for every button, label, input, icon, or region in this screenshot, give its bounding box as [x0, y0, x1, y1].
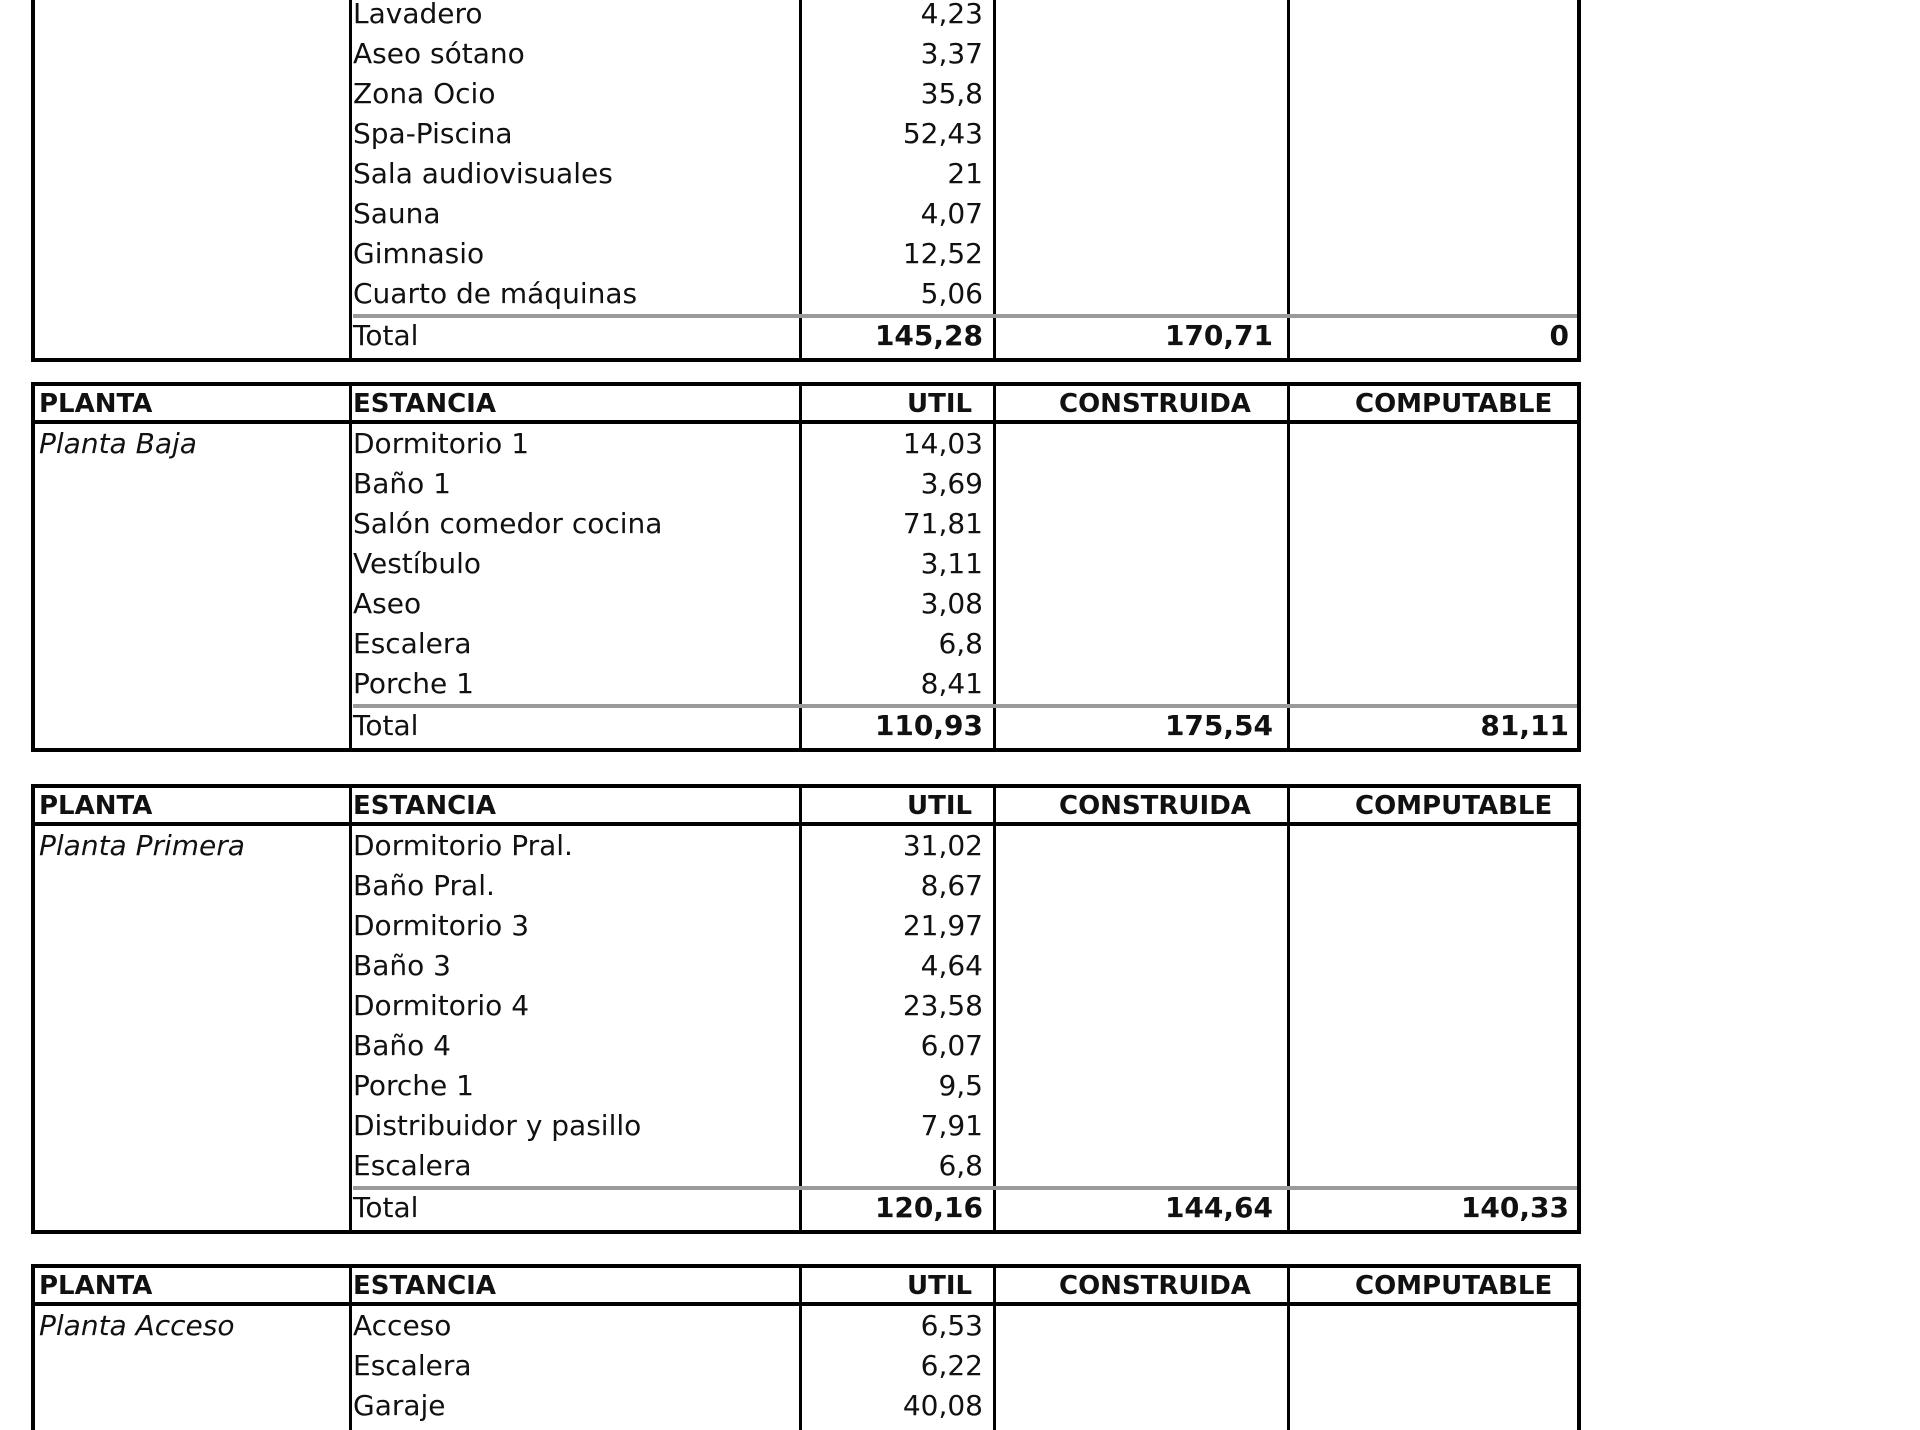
column-divider	[799, 385, 802, 421]
table-body	[31, 424, 1581, 752]
column-divider	[1287, 1306, 1290, 1430]
util-cell: 71,81	[902, 507, 983, 540]
header-computable: COMPUTABLE	[1355, 1271, 1553, 1301]
column-divider	[799, 0, 802, 358]
estancia-cell: Baño Pral.	[353, 869, 495, 902]
estancia-cell: Lavadero	[353, 0, 483, 30]
estancia-cell: Spa-Piscina	[353, 117, 513, 150]
util-cell: 4,23	[920, 0, 983, 30]
planta-label: Planta Acceso	[39, 1309, 235, 1342]
header-planta: PLANTA	[39, 791, 153, 821]
column-divider	[993, 826, 996, 1230]
util-cell: 8,67	[920, 869, 983, 902]
estancia-cell: Baño 1	[353, 467, 451, 500]
util-cell: 35,8	[920, 77, 983, 110]
total-construida: 175,54	[1164, 709, 1273, 742]
column-divider	[349, 385, 352, 421]
util-cell: 6,07	[920, 1029, 983, 1062]
column-divider	[349, 826, 352, 1230]
total-construida: 170,71	[1164, 319, 1273, 352]
column-divider	[993, 385, 996, 421]
estancia-cell: Gimnasio	[353, 237, 485, 270]
total-label: Total	[353, 1191, 419, 1224]
header-planta: PLANTA	[39, 1271, 153, 1301]
total-computable: 140,33	[1460, 1191, 1569, 1224]
total-computable: 81,11	[1480, 709, 1569, 742]
header-computable: COMPUTABLE	[1355, 791, 1553, 821]
estancia-cell: Dormitorio Pral.	[353, 829, 573, 862]
util-cell: 21	[947, 157, 983, 190]
util-cell: 7,91	[920, 1109, 983, 1142]
util-cell: 6,8	[938, 627, 983, 660]
total-util: 110,93	[874, 709, 983, 742]
header-estancia: ESTANCIA	[353, 791, 496, 821]
table-body	[31, 0, 1581, 362]
estancia-cell: Escalera	[353, 1149, 472, 1182]
total-construida: 144,64	[1164, 1191, 1273, 1224]
column-divider	[1287, 385, 1290, 421]
util-cell: 31,02	[902, 829, 983, 862]
column-divider	[349, 787, 352, 823]
util-cell: 12,52	[902, 237, 983, 270]
column-divider	[1287, 826, 1290, 1230]
estancia-cell: Escalera	[353, 627, 472, 660]
estancia-cell: Garaje	[353, 1389, 446, 1422]
column-divider	[349, 424, 352, 748]
column-divider	[799, 1306, 802, 1430]
estancia-cell: Porche 1	[353, 667, 474, 700]
table-header-row	[31, 382, 1581, 424]
column-divider	[993, 0, 996, 358]
estancia-cell: Sala audiovisuales	[353, 157, 613, 190]
util-cell: 4,07	[920, 197, 983, 230]
column-divider	[993, 424, 996, 748]
util-cell: 23,58	[902, 989, 983, 1022]
column-divider	[349, 0, 352, 358]
util-cell: 3,69	[920, 467, 983, 500]
util-cell: 40,08	[902, 1389, 983, 1422]
column-divider	[1287, 0, 1290, 358]
util-cell: 9,5	[938, 1069, 983, 1102]
util-cell: 6,8	[938, 1149, 983, 1182]
estancia-cell: Cuarto de máquinas	[353, 277, 638, 310]
column-divider	[1287, 1267, 1290, 1303]
header-estancia: ESTANCIA	[353, 1271, 496, 1301]
header-construida: CONSTRUIDA	[1059, 1271, 1251, 1301]
estancia-cell: Aseo sótano	[353, 37, 525, 70]
column-divider	[799, 787, 802, 823]
util-cell: 4,64	[920, 949, 983, 982]
util-cell: 3,08	[920, 587, 983, 620]
estancia-cell: Acceso	[353, 1309, 452, 1342]
table-body	[31, 1306, 1581, 1430]
header-util: UTIL	[907, 1271, 973, 1301]
column-divider	[993, 787, 996, 823]
estancia-cell: Zona Ocio	[353, 77, 496, 110]
estancia-cell: Baño 3	[353, 949, 451, 982]
util-cell: 3,11	[920, 547, 983, 580]
estancia-cell: Escalera	[353, 1349, 472, 1382]
header-construida: CONSTRUIDA	[1059, 791, 1251, 821]
util-cell: 3,37	[920, 37, 983, 70]
header-util: UTIL	[907, 389, 973, 419]
column-divider	[799, 1267, 802, 1303]
table-body	[31, 826, 1581, 1234]
total-computable: 0	[1549, 319, 1569, 352]
total-util: 120,16	[874, 1191, 983, 1224]
header-util: UTIL	[907, 791, 973, 821]
util-cell: 52,43	[902, 117, 983, 150]
estancia-cell: Aseo	[353, 587, 422, 620]
util-cell: 6,22	[920, 1349, 983, 1382]
util-cell: 5,06	[920, 277, 983, 310]
total-label: Total	[353, 319, 419, 352]
estancia-cell: Baño 4	[353, 1029, 451, 1062]
estancia-cell: Dormitorio 3	[353, 909, 530, 942]
estancia-cell: Porche 1	[353, 1069, 474, 1102]
util-cell: 6,53	[920, 1309, 983, 1342]
column-divider	[349, 1267, 352, 1303]
header-computable: COMPUTABLE	[1355, 389, 1553, 419]
column-divider	[349, 1306, 352, 1430]
util-cell: 14,03	[902, 427, 983, 460]
column-divider	[993, 1306, 996, 1430]
column-divider	[799, 826, 802, 1230]
estancia-cell: Dormitorio 4	[353, 989, 530, 1022]
estancia-cell: Vestíbulo	[353, 547, 481, 580]
estancia-cell: Salón comedor cocina	[353, 507, 663, 540]
planta-label: Planta Baja	[39, 427, 197, 460]
column-divider	[1287, 424, 1290, 748]
util-cell: 21,97	[902, 909, 983, 942]
column-divider	[1287, 787, 1290, 823]
estancia-cell: Dormitorio 1	[353, 427, 530, 460]
header-estancia: ESTANCIA	[353, 389, 496, 419]
table-header-row	[31, 1264, 1581, 1306]
util-cell: 8,41	[920, 667, 983, 700]
header-construida: CONSTRUIDA	[1059, 389, 1251, 419]
planta-label: Planta Primera	[39, 829, 245, 862]
estancia-cell: Sauna	[353, 197, 441, 230]
total-label: Total	[353, 709, 419, 742]
table-header-row	[31, 784, 1581, 826]
column-divider	[799, 424, 802, 748]
header-planta: PLANTA	[39, 389, 153, 419]
total-util: 145,28	[874, 319, 983, 352]
estancia-cell: Distribuidor y pasillo	[353, 1109, 642, 1142]
column-divider	[993, 1267, 996, 1303]
